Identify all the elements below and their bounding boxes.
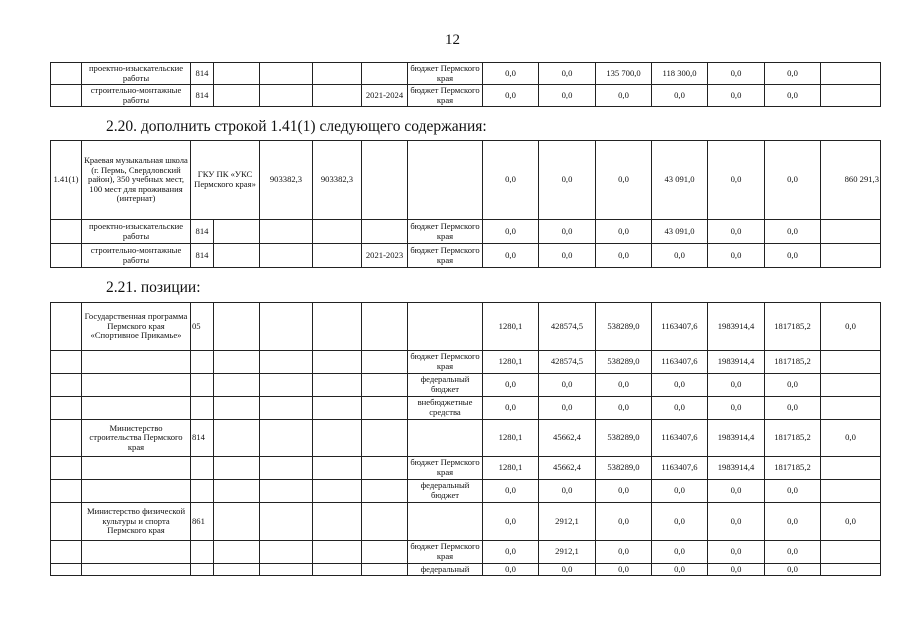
period-cell: 2021-2024 [362,85,408,107]
funding-source: бюджет Пермского края [408,63,483,85]
period-cell: 2021-2023 [362,244,408,268]
value-cell: 0,0 [765,397,821,420]
value-cell: 0,0 [765,63,821,85]
value-cell: 0,0 [483,244,539,268]
value-cell: 0,0 [708,564,765,576]
table-row [51,397,881,420]
funding-source: бюджет Пермского края [408,85,483,107]
funding-source: федеральный бюджет [408,374,483,397]
value-cell: 0,0 [483,541,539,564]
value-cell: 0,0 [596,564,652,576]
value-cell: 0,0 [483,63,539,85]
table-row [51,374,881,397]
value-cell: 0,0 [765,374,821,397]
program-name: Министерство физической культуры и спорта Пермского края [82,503,191,541]
value-cell: 0,0 [765,541,821,564]
value-cell: 0,0 [652,503,708,541]
object-name: Краевая музыкальная школа (г. Пермь, Свердловский район), 350 учебных мест, 100 мест для проживания (интернат) [82,141,191,220]
value-cell: 0,0 [539,244,596,268]
value-cell [821,397,881,420]
value-cell: 0,0 [652,397,708,420]
value-cell: 0,0 [708,85,765,107]
value-cell: 1163407,6 [652,351,708,374]
code-cell [191,397,214,420]
value-cell: 428574,5 [539,303,596,351]
table-top-rows [50,62,881,107]
value-cell: 0,0 [483,564,539,576]
value-cell: 0,0 [539,141,596,220]
value-cell: 1983914,4 [708,457,765,480]
code-cell [191,351,214,374]
value-cell: 1817185,2 [765,420,821,457]
value-cell: 0,0 [539,63,596,85]
value-cell: 0,0 [652,244,708,268]
value-cell: 0,0 [821,503,881,541]
value-cell: 0,0 [596,374,652,397]
value-cell: 0,0 [652,541,708,564]
value-cell: 0,0 [596,141,652,220]
value-cell: 538289,0 [596,457,652,480]
customer-name: ГКУ ПК «УКС Пермского края» [191,141,260,220]
table-row [51,303,881,351]
value-cell: 0,0 [596,85,652,107]
value-cell: 0,0 [765,141,821,220]
value-cell: 0,0 [708,220,765,244]
code-cell: 814 [191,63,214,85]
value-cell: 43 091,0 [652,220,708,244]
code-cell [191,457,214,480]
funding-source: бюджет Пермского края [408,351,483,374]
value-cell [821,351,881,374]
value-cell: 0,0 [708,480,765,503]
value-cell: 428574,5 [539,351,596,374]
value-cell: 0,0 [821,420,881,457]
value-cell: 0,0 [765,220,821,244]
value-cell: 2912,1 [539,503,596,541]
program-name [82,564,191,576]
value-cell: 0,0 [539,480,596,503]
value-cell: 538289,0 [596,303,652,351]
program-name [82,397,191,420]
table-row-1-41-1 [50,140,881,268]
value-cell: 1983914,4 [708,351,765,374]
program-name [82,480,191,503]
program-name [82,541,191,564]
value-cell: 538289,0 [596,351,652,374]
work-type: проектно-изыскательские работы [82,63,191,85]
value-cell: 1163407,6 [652,420,708,457]
value-cell: 2912,1 [539,541,596,564]
table-program-positions [50,302,881,576]
value-cell: 0,0 [652,480,708,503]
table-row [51,85,881,107]
value-cell: 0,0 [708,244,765,268]
value-cell: 0,0 [539,220,596,244]
funding-source: бюджет Пермского края [408,541,483,564]
value-cell: 1983914,4 [708,420,765,457]
funding-source: бюджет Пермского края [408,457,483,480]
table-row [51,141,881,220]
funding-source [408,503,483,541]
code-cell: 814 [191,244,214,268]
value-cell: 1817185,2 [765,457,821,480]
funding-source [408,303,483,351]
value-cell [821,374,881,397]
value-cell: 0,0 [483,503,539,541]
value-cell: 0,0 [708,397,765,420]
program-name [82,457,191,480]
value-cell: 1280,1 [483,351,539,374]
funding-source: бюджет Пермского края [408,220,483,244]
value-cell: 45662,4 [539,457,596,480]
program-name [82,374,191,397]
value-cell: 1280,1 [483,457,539,480]
value-cell: 0,0 [708,541,765,564]
value-cell: 0,0 [821,303,881,351]
value-cell: 538289,0 [596,420,652,457]
section-heading-2-21: 2.21. позиции: [106,279,201,296]
value-cell: 0,0 [765,503,821,541]
value-cell: 0,0 [708,503,765,541]
value-cell: 0,0 [596,541,652,564]
funding-source: федеральный бюджет [408,480,483,503]
value-cell: 0,0 [708,63,765,85]
value-cell: 0,0 [539,564,596,576]
code-cell [191,374,214,397]
value-cell: 0,0 [483,374,539,397]
period-cell [362,63,408,85]
value-cell: 0,0 [539,85,596,107]
value-cell: 1163407,6 [652,457,708,480]
value-cell: 0,0 [483,141,539,220]
table-row [51,503,881,541]
value-cell: 0,0 [596,244,652,268]
value-cell: 0,0 [765,564,821,576]
code-cell [191,480,214,503]
page-number: 12 [445,32,460,48]
code-cell: 05 [191,303,214,351]
value-cell: 45662,4 [539,420,596,457]
value-cell: 1817185,2 [765,303,821,351]
value-cell: 0,0 [539,397,596,420]
value-cell: 0,0 [765,480,821,503]
value-cell: 0,0 [483,220,539,244]
value-cell: 1280,1 [483,420,539,457]
work-type: строительно-монтажные работы [82,244,191,268]
value-cell: 1280,1 [483,303,539,351]
value-cell: 135 700,0 [596,63,652,85]
program-name: Государственная программа Пермского края «Спортивное Прикамье» [82,303,191,351]
value-cell: 43 091,0 [652,141,708,220]
value-cell: 0,0 [765,244,821,268]
value-cell: 1817185,2 [765,351,821,374]
row-number: 1.41(1) [51,141,82,220]
value-cell: 0,0 [596,480,652,503]
table-row [51,351,881,374]
funding-source: бюджет Пермского края [408,244,483,268]
value-cell: 0,0 [596,503,652,541]
value-cell: 0,0 [483,480,539,503]
funding-source: федеральный [408,564,483,576]
code-cell: 814 [191,85,214,107]
table-row [51,457,881,480]
value-cell: 0,0 [765,85,821,107]
program-name [82,351,191,374]
code-cell: 814 [191,420,214,457]
value-cell [821,564,881,576]
value-cell: 1163407,6 [652,303,708,351]
code-cell [191,541,214,564]
value-cell: 0,0 [483,85,539,107]
work-type: строительно-монтажные работы [82,85,191,107]
value-cell: 0,0 [483,397,539,420]
code-cell: 861 [191,503,214,541]
value-cell [821,541,881,564]
table-row [51,244,881,268]
period-cell [362,220,408,244]
work-type: проектно-изыскательские работы [82,220,191,244]
cost-balance: 903382,3 [313,141,362,220]
table-row [51,564,881,576]
value-cell: 0,0 [652,374,708,397]
code-cell [191,564,214,576]
value-cell [821,480,881,503]
value-cell: 0,0 [539,374,596,397]
funding-source [408,420,483,457]
table-row [51,420,881,457]
value-cell: 0,0 [652,564,708,576]
value-cell [821,457,881,480]
funding-source: внебюджетные средства [408,397,483,420]
table-row [51,541,881,564]
value-cell: 0,0 [708,374,765,397]
value-cell: 860 291,3 [821,141,881,220]
value-cell: 0,0 [596,220,652,244]
value-cell: 0,0 [652,85,708,107]
section-heading-2-20: 2.20. дополнить строкой 1.41(1) следующего содержания: [106,118,487,135]
cost-estimate: 903382,3 [260,141,313,220]
table-row [51,480,881,503]
code-cell: 814 [191,220,214,244]
table-row [51,220,881,244]
program-name: Министерство строительства Пермского края [82,420,191,457]
value-cell: 118 300,0 [652,63,708,85]
value-cell: 0,0 [708,141,765,220]
value-cell: 0,0 [596,397,652,420]
value-cell: 1983914,4 [708,303,765,351]
table-row [51,63,881,85]
